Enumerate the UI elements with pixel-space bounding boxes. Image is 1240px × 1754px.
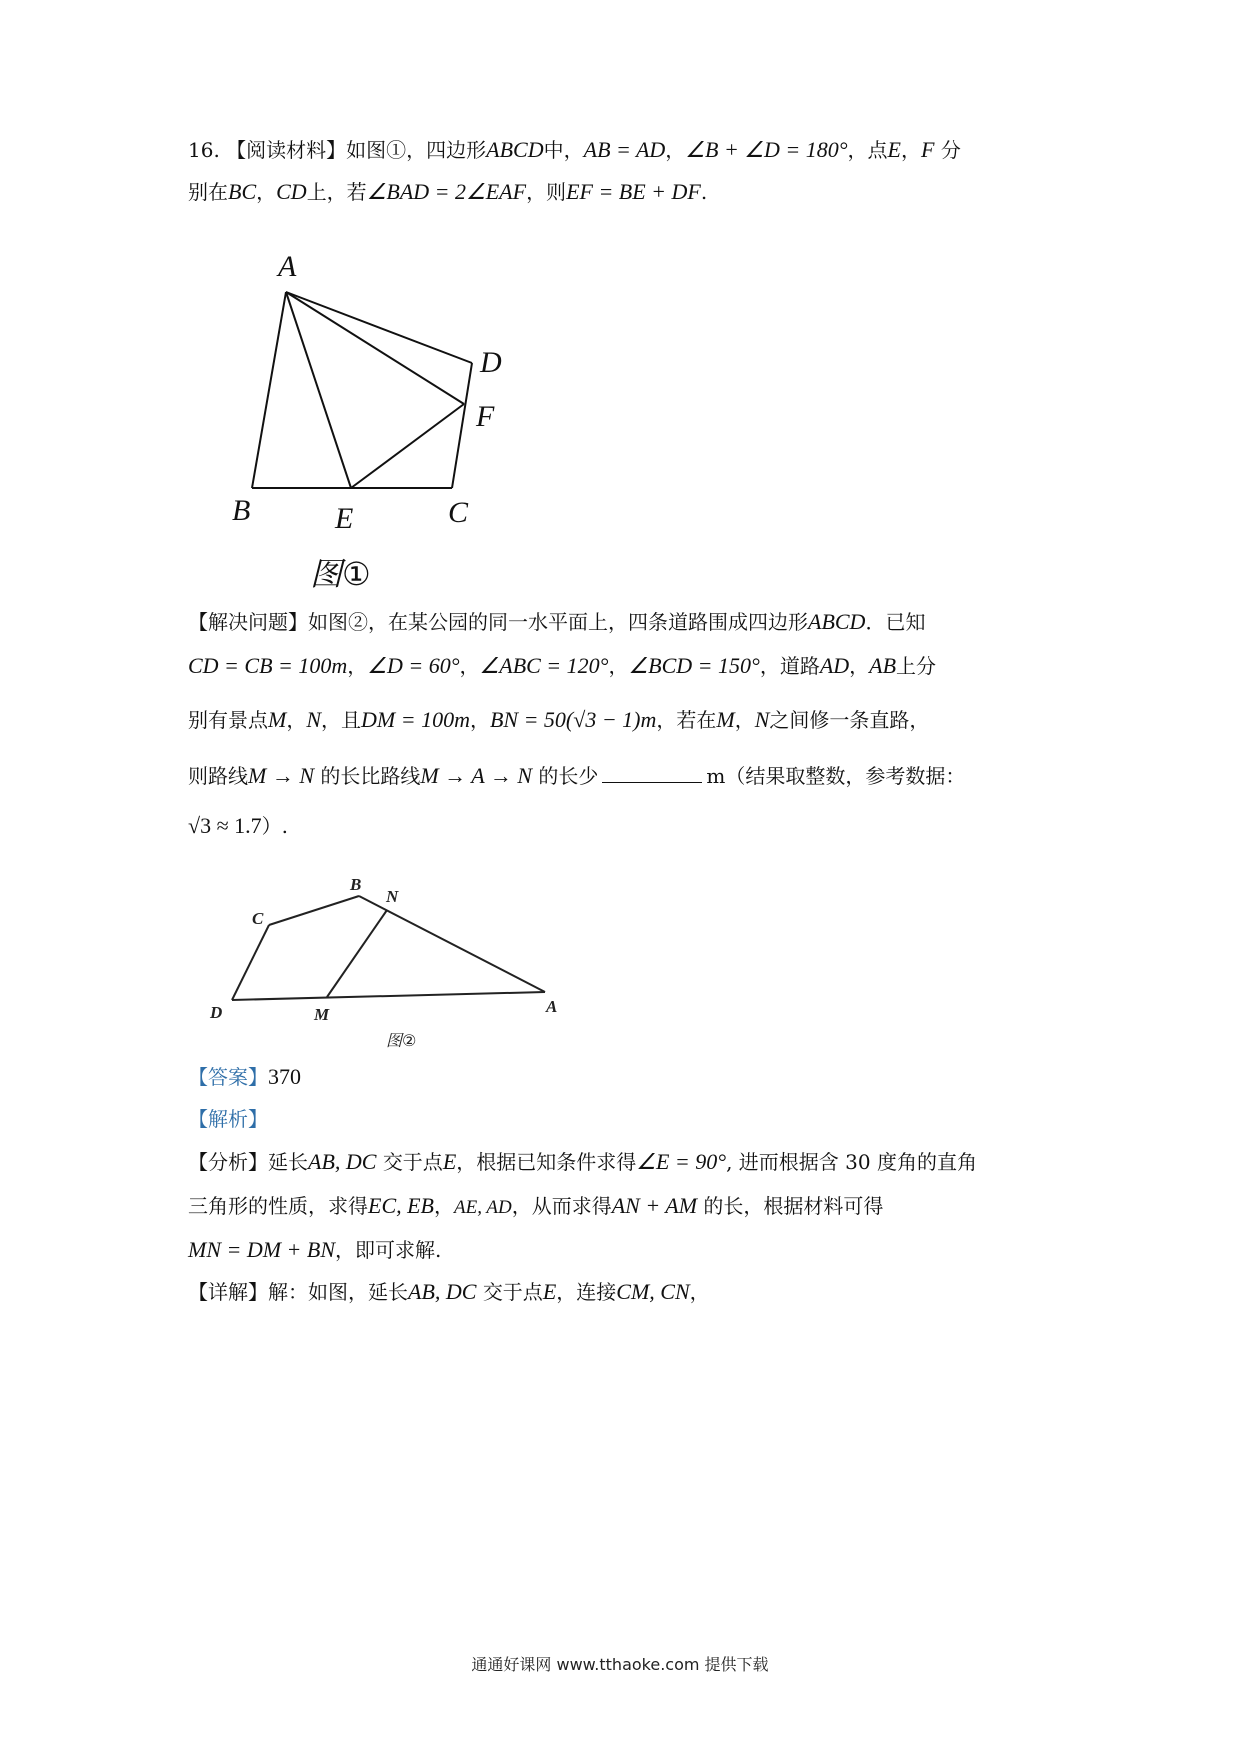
math: M → N xyxy=(248,763,314,788)
answer-tag: 【答案】 xyxy=(188,1065,268,1089)
math: N xyxy=(306,707,322,732)
text: 的长，根据材料可得 xyxy=(703,1194,884,1218)
segment-cb xyxy=(269,896,359,925)
text: 上，若 xyxy=(306,180,367,204)
math: √3 ≈ 1.7 xyxy=(188,813,262,838)
solve-problem-tag: 【解决问题】 xyxy=(188,610,308,634)
label-e: E xyxy=(335,502,354,535)
math: E xyxy=(442,1149,457,1174)
text: ， xyxy=(286,708,307,732)
fenxi-line-1 xyxy=(188,1148,977,1176)
problem-line-2 xyxy=(188,178,707,206)
text: ，根据已知条件求得 xyxy=(456,1150,637,1174)
label-d: D xyxy=(480,346,502,379)
text: 中， xyxy=(543,138,584,162)
segment-af xyxy=(286,292,464,404)
text: ， xyxy=(689,1280,710,1304)
text: ， xyxy=(901,138,921,162)
math: ∠B + ∠D = 180° xyxy=(685,137,848,162)
math: AB, DC xyxy=(408,1279,477,1304)
text: 上分 xyxy=(896,654,937,678)
text: ， xyxy=(608,654,629,678)
text: 则路线 xyxy=(188,764,248,788)
text: 三角形的性质，求得 xyxy=(188,1194,368,1218)
label-m: M xyxy=(314,1005,330,1024)
math: ∠D = 60° xyxy=(367,653,460,678)
problem-number: 16. xyxy=(188,138,220,162)
text: ， xyxy=(469,708,490,732)
math: AB, DC xyxy=(308,1149,377,1174)
label-b: B xyxy=(232,494,251,527)
fenxi-tag: 【分析】 xyxy=(188,1150,268,1174)
segment-ae xyxy=(286,292,351,488)
figure-1-caption: 图① xyxy=(310,555,371,593)
math: M xyxy=(716,707,735,732)
segment-ad xyxy=(232,992,545,1000)
reading-material-tag: 【阅读材料】 xyxy=(226,138,347,162)
text: ，即可求解. xyxy=(335,1238,442,1262)
math: AB xyxy=(869,653,897,678)
text: . xyxy=(700,180,708,204)
label-a: A xyxy=(278,250,297,283)
answer-blank[interactable] xyxy=(602,764,702,783)
page-footer: 通通好课网 www.tthaoke.com 提供下载 xyxy=(471,1655,769,1674)
text: ，从而求得 xyxy=(511,1194,612,1218)
segment-ab xyxy=(252,292,286,488)
label-f: F xyxy=(476,400,495,433)
detail-tag: 【详解】 xyxy=(188,1280,268,1304)
label-n: N xyxy=(386,887,399,906)
segment-da xyxy=(286,292,472,363)
figure-2 xyxy=(190,860,570,1060)
segment-mn xyxy=(327,910,387,997)
text: ，道路 xyxy=(759,654,820,678)
text: 交于点 xyxy=(382,1150,443,1174)
math: E xyxy=(887,137,901,162)
math: BC xyxy=(228,179,257,204)
text: 的长少 xyxy=(538,764,599,788)
math: CM, CN xyxy=(616,1279,690,1304)
math: CD = CB = 100m xyxy=(188,653,348,678)
math: ∠BCD = 150° xyxy=(628,653,760,678)
math: ∠ABC = 120° xyxy=(479,653,609,678)
label-c: C xyxy=(448,496,469,529)
math: CD xyxy=(276,179,307,204)
text: ．已知 xyxy=(865,610,926,634)
fenxi-line-3 xyxy=(188,1236,441,1264)
math: M xyxy=(268,707,287,732)
text: 别在 xyxy=(188,180,228,204)
math: MN = DM + BN xyxy=(188,1237,336,1262)
text: ，点 xyxy=(847,138,888,162)
text: 别有景点 xyxy=(188,708,268,732)
label-b: B xyxy=(350,875,362,894)
text: 之间修一条直路， xyxy=(769,708,930,732)
text: 分 xyxy=(940,138,961,162)
segment-dc xyxy=(232,925,269,1000)
label-a: A xyxy=(546,997,558,1016)
analysis-line xyxy=(188,1105,268,1133)
math: AN + AM xyxy=(611,1193,698,1218)
text: 的长比路线 xyxy=(320,764,421,788)
math: AD xyxy=(819,653,850,678)
segment-ef xyxy=(351,404,464,488)
text: , 进而根据含 30 度角的直角 xyxy=(726,1150,977,1174)
problem-line-6 xyxy=(188,762,965,790)
math: ABCD xyxy=(486,137,544,162)
text: ，且 xyxy=(321,708,362,732)
detail-line-1 xyxy=(188,1278,710,1306)
fenxi-line-2 xyxy=(188,1192,883,1222)
text: ，则 xyxy=(526,180,567,204)
problem-line-1 xyxy=(188,136,961,164)
figure-2-caption: 图② xyxy=(386,1031,417,1050)
math: E xyxy=(542,1279,557,1304)
text: ， xyxy=(256,180,277,204)
segment-cd xyxy=(452,363,472,488)
answer-value: 370 xyxy=(268,1064,301,1089)
math: AB = AD xyxy=(583,137,666,162)
text: ， xyxy=(434,1194,454,1218)
text: ， xyxy=(459,654,480,678)
math: ABCD xyxy=(808,609,866,634)
text: 交于点 xyxy=(482,1280,543,1304)
text: ，连接 xyxy=(556,1280,617,1304)
math: DM = 100m xyxy=(361,707,470,732)
problem-line-4 xyxy=(188,652,936,680)
text: ， xyxy=(849,654,870,678)
math: N xyxy=(754,707,770,732)
text: 解：如图，延长 xyxy=(268,1280,408,1304)
math: M → A → N xyxy=(420,763,533,788)
figure-1 xyxy=(180,230,530,600)
math: F xyxy=(921,137,935,162)
problem-line-3 xyxy=(188,608,925,636)
label-d: D xyxy=(210,1003,223,1022)
math: ∠BAD = 2∠EAF xyxy=(366,179,527,204)
text: ， xyxy=(665,138,686,162)
text: ， xyxy=(347,654,368,678)
math: BN = 50(√3 − 1)m xyxy=(489,707,657,732)
text: 延长 xyxy=(268,1150,308,1174)
label-c: C xyxy=(252,909,264,928)
problem-line-7 xyxy=(188,812,288,840)
analysis-tag: 【解析】 xyxy=(188,1107,268,1131)
answer-line xyxy=(188,1063,301,1091)
math: ∠E = 90° xyxy=(636,1149,727,1174)
text: 如图②，在某公园的同一水平面上，四条道路围成四边形 xyxy=(308,610,808,634)
text: 如图①，四边形 xyxy=(346,138,487,162)
problem-line-5 xyxy=(188,706,929,734)
math: EC, EB xyxy=(368,1193,434,1218)
math: AE, AD xyxy=(454,1197,512,1218)
math: EF = BE + DF xyxy=(566,179,701,204)
text: ， xyxy=(734,708,755,732)
text: m（结果取整数，参考数据： xyxy=(706,764,966,788)
text: ，若在 xyxy=(656,708,717,732)
text: ）. xyxy=(261,814,289,838)
